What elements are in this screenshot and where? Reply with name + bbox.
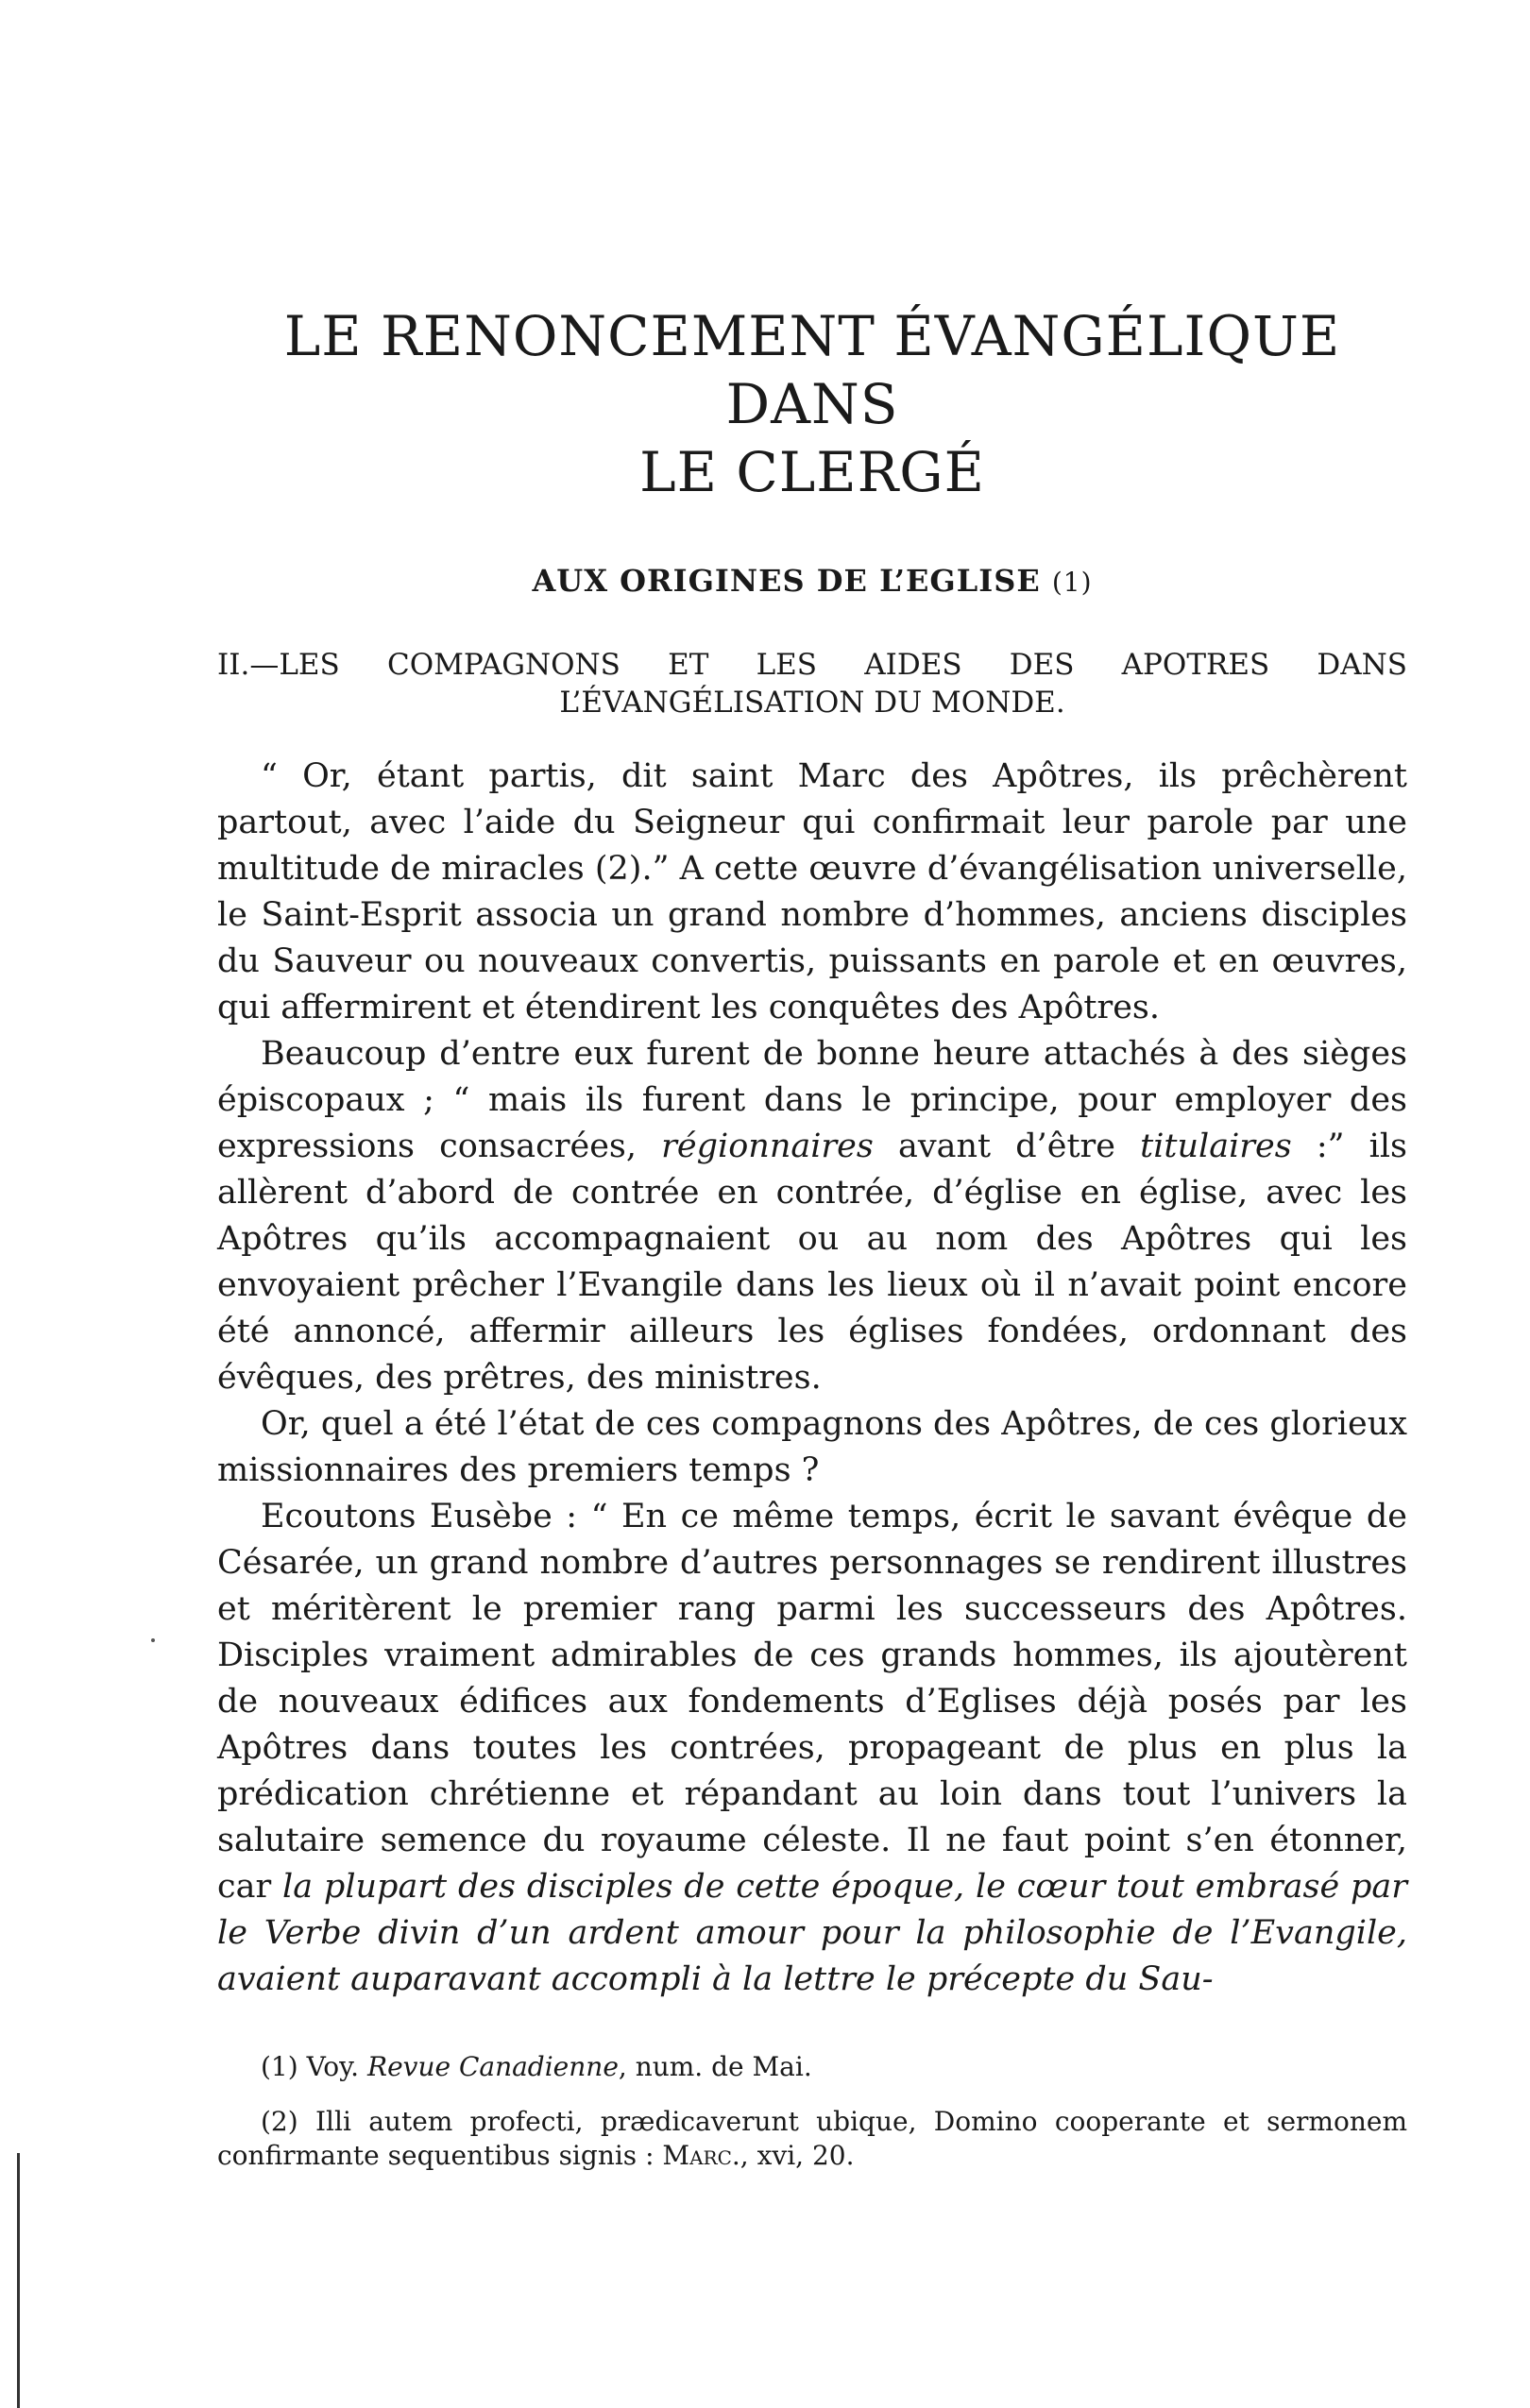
paragraph-1: “ Or, étant partis, dit saint Marc des Apôtres, ils prêchèrent partout, avec l’aide du Seigneur qui confirmait leur parole par une multitude de miracles (2).” A cette œuvre d’évangélisation universelle, le Saint-Esprit associa un grand nombre d’hommes, anciens disciples du Sauveur ou nouveaux convertis, puissants en parole et en œuvres, qui affermirent et étendirent les conquêtes des Apôtres. xyxy=(217,757,1407,1026)
binding-edge-line xyxy=(17,2153,20,2408)
title-line-1: LE RENONCEMENT ÉVANGÉLIQUE DANS xyxy=(283,304,1341,436)
title-line-2: LE CLERGÉ xyxy=(639,440,985,504)
footnotes xyxy=(217,2050,1407,2173)
paragraph-2: Beaucoup d’entre eux furent de bonne heure attachés à des sièges épiscopaux ; “ mais ils furent dans le principe, pour employer des expressions consacrées, régionnaires avant d’être titulaires :” ils allèrent d’abord de contrée en contrée, d’église en église, avec les Apôtres qu’ils accompagnaient ou au nom des Apôtres qui les envoyaient prêcher l’Evangile dans les lieux où il n’avait point encore été annoncé, affermir ailleurs les églises fondées, ordonnant des évêques, des prêtres, des ministres. xyxy=(217,1035,1407,1397)
article-subtitle xyxy=(217,563,1407,599)
section-heading: II.—LES COMPAGNONS ET LES AIDES DES APOTRES DANS L’ÉVANGÉLISATION DU MONDE. xyxy=(217,648,1407,720)
article-title xyxy=(217,302,1407,506)
italic-term: régionnaires xyxy=(661,1128,874,1165)
footnote-2: (2) Illi autem profecti, prædicaverunt ubique, Domino cooperante et sermonem confirmante sequentibus signis : Marc., xvi, 20. xyxy=(217,2106,1407,2171)
paragraph-4: Ecoutons Eusèbe : “ En ce même temps, écrit le savant évêque de Césarée, un grand nombre d’autres personnages se rendirent illustres et méritèrent le premier rang parmi les successeurs des Apôtres. Disciples vraiment admirables de ces grands hommes, ils ajoutèrent de nouveaux édifices aux fondements d’Eglises déjà posés par les Apôtres dans toutes les contrées, propageant de plus en plus la prédication chrétienne et répandant au loin dans tout l’univers la salutaire semence du royaume céleste. Il ne faut point s’en étonner, car la plupart des disciples de cette époque, le cœur tout embrasé par le Verbe divin d’un ardent amour pour la philosophie de l’Evangile, avaient auparavant accompli à la lettre le précepte du Sau- xyxy=(217,1498,1407,1998)
subtitle-text: AUX ORIGINES DE L’EGLISE xyxy=(532,563,1041,599)
margin-dot xyxy=(151,1638,155,1642)
citation-book: Marc xyxy=(662,2140,732,2171)
journal-title: Revue Canadienne xyxy=(366,2051,619,2082)
paragraph-3: Or, quel a été l’état de ces compagnons des Apôtres, de ces glorieux missionnaires des premiers temps ? xyxy=(217,1405,1407,1489)
italic-term: titulaires xyxy=(1140,1128,1292,1165)
page xyxy=(217,302,1407,2194)
footnote-1: (1) Voy. Revue Canadienne, num. de Mai. xyxy=(261,2051,812,2082)
italic-quote: la plupart des disciples de cette époque, le cœur tout embrasé par le Verbe divin d’un ardent amour pour la philosophie de l’Evangile, avaient auparavant accompli à la lettre le précepte du Sau- xyxy=(217,1868,1407,1998)
footnote-ref-1: (1) xyxy=(1051,567,1093,598)
body-text xyxy=(217,754,1407,2003)
